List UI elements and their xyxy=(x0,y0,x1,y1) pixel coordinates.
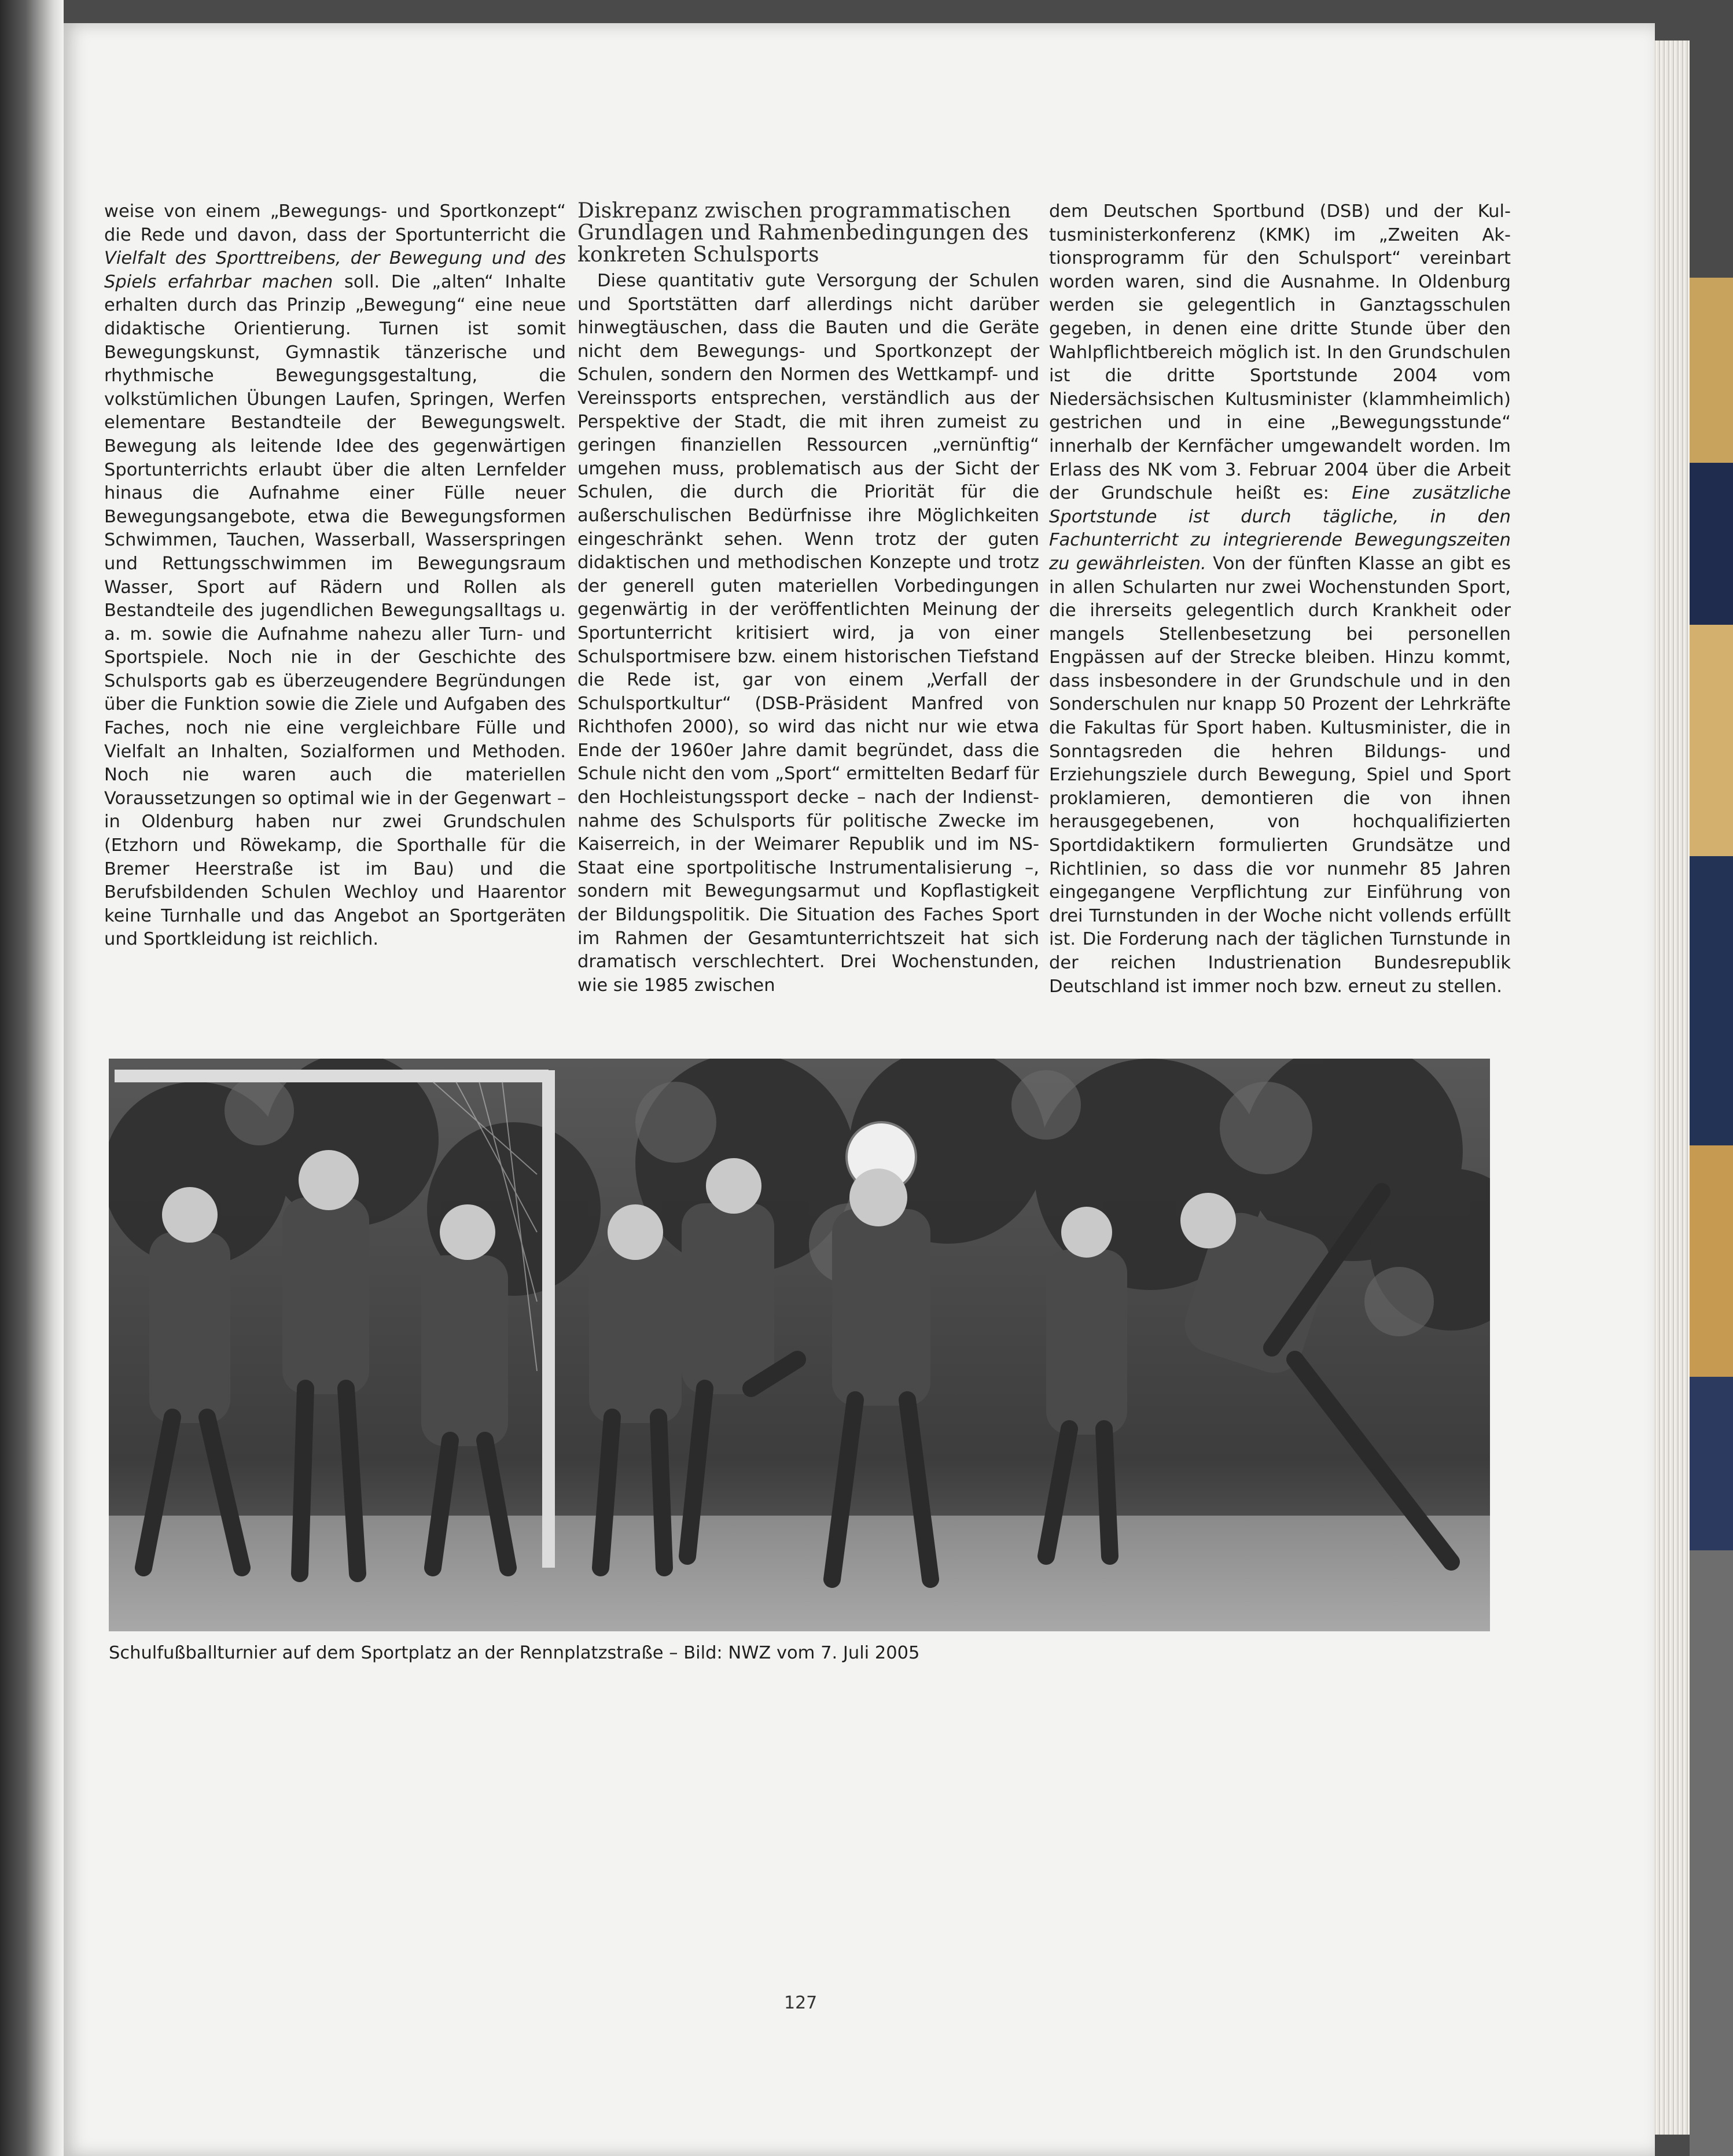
page-number: 127 xyxy=(784,1993,818,2013)
column-1-paragraph xyxy=(104,200,566,952)
photo-illustration xyxy=(109,1059,1490,1631)
text-column-3 xyxy=(1049,200,1511,998)
previous-page-edge xyxy=(0,0,64,2156)
photo-caption: Schulfußballturnier auf dem Sportplatz an der Rennplatzstraße – Bild: NWZ vom 7. Juli 2005 xyxy=(109,1643,920,1663)
book-cover-edge xyxy=(1690,46,1733,2156)
text-segment: Von der fünften Klasse an gibt es in allen Schularten nur zwei Wochenstunden Sport, die ihrerseits gelegentlich durch Krankheit oder mangels Stellenbesetzung bei personellen Engpässen auf der Strecke bleiben. Hinzu kommt, dass insbesondere in der Grundschule und in den Sonderschulen nur knapp 50 Prozent der Lehrkräfte die Fakultas für Sport haben. Kultusminister, die in Sonntagsreden die hehren Bildungs- und Erziehungsziele durch Bewegung, Spiel und Sport proklamieren, demontieren die von ihnen herausgegebenen, von hochqualifizierten Sportdidaktikern formulierten Grundsätze und Richtlinien, so dass die vor nunmehr 85 Jahren eingegangene Verpflichtung zur Einführung von drei Turnstunden in der Woche nicht vollends erfüllt ist. Die Forderung nach der täglichen Turnstunde in der reichen Industrienation Bundesrepublik Deutschland ist immer noch bzw. erneut zu stellen. xyxy=(1049,553,1511,997)
text-segment: soll. Die „alten“ Inhalte erhalten durch das Prinzip „Bewegung“ eine neue didaktische Orientierung. Turnen ist somit Bewegungskunst, Gymnastik tänzerische und rhythmische Bewegungsgestaltung, die volkstümlichen Übungen Laufen, Springen, Werfen elementare Bestandteile der Bewegungswelt. Bewegung als leitende Idee des gegenwärtigen Sportunterrichts erlaubt über die alten Lernfelder hinaus die Aufnahme einer Fülle neuer Bewegungsangebote, etwa die Bewegungsformen Schwimmen, Tauchen, Wasserball, Wasserspringen und Rettungsschwimmen im Bewegungsraum Wasser, Sport auf Rädern und Rollen als Bestandteile des jugendlichen Bewegungsalltags u. a. m. sowie die Aufnahme nahezu aller Turn- und Sportspiele. Noch nie in der Geschichte des Schulsports gab es überzeugendere Begründungen über die Funktion sowie die Ziele und Aufgaben des Faches, noch nie eine vergleichbare Fülle und Vielfalt an Inhalten, Sozialformen und Methoden. Noch nie waren auch die materiellen Voraussetzungen so optimal wie in der Gegenwart – in Oldenburg haben nur zwei Grundschulen (Etzhorn und Röwekamp, die Sporthalle für die Bremer Heerstraße ist im Bau) und die Berufsbildenden Schulen Wechloy und Haarentor keine Turnhalle und das Angebot an Sportgeräten und Sportkleidung ist reichlich. xyxy=(104,271,566,950)
text-segment: weise von einem „Bewegungs- und Sportkonzept“ die Rede und davon, dass der Sportunterricht die xyxy=(104,201,566,245)
italic-text-segment: Eine zusätzliche Sportstunde ist durch tägliche, in den Fachunterricht zu integrierende Bewegungszeiten zu gewährleisten. xyxy=(1049,483,1511,574)
section-heading: Diskrepanz zwischen programmatischen Grundlagen und Rahmenbedingungen des konkreten Schulsports xyxy=(577,199,1029,267)
football-photo xyxy=(109,1059,1490,1631)
column-2-paragraph: Diese quantitativ gute Versorgung der Schulen und Sportstätten darf allerdings nicht darüber hinwegtäuschen, dass die Bauten und die Geräte nicht dem Bewegungs- und Sportkonzept der Schulen, sondern den Normen des Wettkampf- und Vereinssports entsprechen, verständlich aus der Perspektive der Stadt, die mit ihren zumeist zu geringen finanziellen Ressourcen „vernünftig“ umgehen muss, problematisch aus der Sicht der Schulen, die durch die Priorität für die außerschulischen Bedürfnisse ihre Möglichkeiten eingeschränkt sehen. Wenn trotz der guten didaktischen und methodischen Konzepte und trotz der generell guten materiellen Vorbedingungen gegenwärtig in der veröffentlichten Meinung der Sportunterricht kritisiert wird, ja von einer Schulsportmisere bzw. einem historischen Tiefstand die Rede ist, gar von einem „Verfall der Schulsportkultur“ (DSB-Präsident Manfred von Richthofen 2000), so wird das nicht nur wie etwa Ende der 1960er Jahre damit begründet, dass die Schule nicht den vom „Sport“ ermittelten Bedarf für den Hochleistungssport decke – nach der Indienstnahme des Schulsports für politische Zwecke im Kaiserreich, in der Weimarer Republik und im NS-Staat eine sportpolitische Instrumentalisierung –, sondern mit Bewegungsarmut und Kopflastigkeit der Bildungspolitik. Die Situation des Faches Sport im Rahmen der Gesamtunterrichtszeit hat sich dramatisch verschlechtert. Drei Wochenstunden, wie sie 1985 zwischen xyxy=(577,271,1039,996)
column-3-paragraph xyxy=(1049,200,1511,998)
text-column-2 xyxy=(577,200,1039,997)
text-segment: dem Deutschen Sportbund (DSB) und der Kultusministerkonferenz (KMK) im „Zweiten Aktionsprogramm für den Schulsport“ vereinbart worden waren, sind die Ausnahme. In Oldenburg werden sie gelegentlich in Ganztagsschulen gegeben, in denen eine dritte Stunde über den Wahlpflichtbereich möglich ist. In den Grundschulen ist die dritte Sportstunde 2004 vom Niedersächsischen Kultusminister (klammheimlich) gestrichen und in eine „Bewegungsstunde“ innerhalb der Kernfächer umgewandelt worden. Im Erlass des NK vom 3. Februar 2004 über die Arbeit der Grundschule heißt es: xyxy=(1049,201,1511,504)
italic-text-segment: Vielfalt des Sporttreibens, der Bewegung und des Spiels erfahrbar machen xyxy=(104,248,566,292)
text-column-1 xyxy=(104,200,566,952)
